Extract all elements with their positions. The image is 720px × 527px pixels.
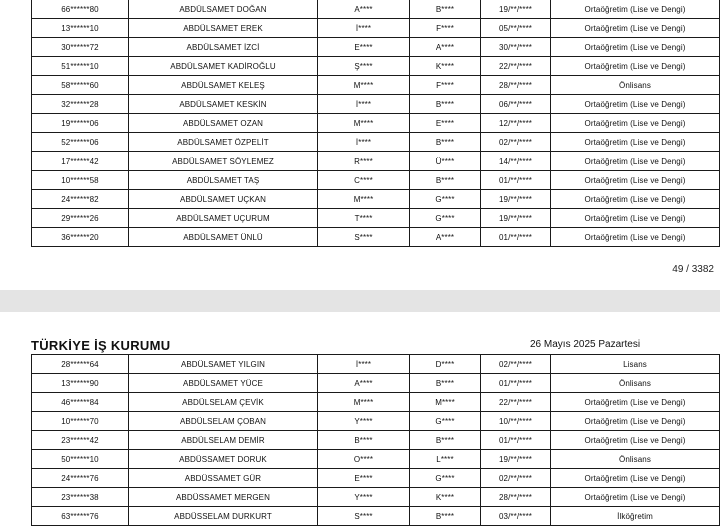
mother-initial-cell: A****	[410, 228, 481, 247]
full-name-cell: ABDÜLSAMET EREK	[129, 19, 318, 38]
table-row	[32, 114, 720, 133]
masked-id-cell: 13******90	[32, 374, 129, 393]
table-row	[32, 355, 720, 374]
birth-date-cell: 19/**/****	[481, 450, 551, 469]
table-row	[32, 450, 720, 469]
table-row	[32, 488, 720, 507]
mother-initial-cell: B****	[410, 171, 481, 190]
table-row	[32, 133, 720, 152]
table-row	[32, 374, 720, 393]
education-level-cell: Lisans	[551, 355, 720, 374]
education-level-cell: Ortaöğretim (Lise ve Dengi)	[551, 488, 720, 507]
table-row	[32, 19, 720, 38]
mother-initial-cell: F****	[410, 76, 481, 95]
education-level-cell: Ortaöğretim (Lise ve Dengi)	[551, 209, 720, 228]
full-name-cell: ABDÜLSAMET KADİROĞLU	[129, 57, 318, 76]
education-level-cell: Önlisans	[551, 450, 720, 469]
table-row	[32, 190, 720, 209]
mother-initial-cell: B****	[410, 374, 481, 393]
table-row	[32, 209, 720, 228]
table-row	[32, 228, 720, 247]
full-name-cell: ABDÜLSAMET DOĞAN	[129, 0, 318, 19]
full-name-cell: ABDÜLSAMET TAŞ	[129, 171, 318, 190]
masked-id-cell: 10******70	[32, 412, 129, 431]
full-name-cell: ABDÜLSAMET OZAN	[129, 114, 318, 133]
father-initial-cell: C****	[318, 171, 410, 190]
father-initial-cell: E****	[318, 38, 410, 57]
education-level-cell: Ortaöğretim (Lise ve Dengi)	[551, 152, 720, 171]
table-row	[32, 95, 720, 114]
full-name-cell: ABDÜSSELAM DURKURT	[129, 507, 318, 526]
masked-id-cell: 28******64	[32, 355, 129, 374]
birth-date-cell: 28/**/****	[481, 488, 551, 507]
masked-id-cell: 24******82	[32, 190, 129, 209]
mother-initial-cell: B****	[410, 133, 481, 152]
father-initial-cell: İ****	[318, 355, 410, 374]
education-level-cell: Önlisans	[551, 374, 720, 393]
page-separator	[0, 290, 720, 312]
table-row	[32, 0, 720, 19]
table-row	[32, 57, 720, 76]
full-name-cell: ABDÜLSAMET YÜCE	[129, 374, 318, 393]
table-row	[32, 412, 720, 431]
full-name-cell: ABDÜLSAMET SÖYLEMEZ	[129, 152, 318, 171]
education-level-cell: Ortaöğretim (Lise ve Dengi)	[551, 114, 720, 133]
mother-initial-cell: B****	[410, 507, 481, 526]
mother-initial-cell: L****	[410, 450, 481, 469]
birth-date-cell: 01/**/****	[481, 228, 551, 247]
table-row	[32, 76, 720, 95]
birth-date-cell: 02/**/****	[481, 469, 551, 488]
masked-id-cell: 46******84	[32, 393, 129, 412]
father-initial-cell: A****	[318, 0, 410, 19]
birth-date-cell: 03/**/****	[481, 507, 551, 526]
records-table	[31, 354, 720, 526]
organization-title: TÜRKİYE İŞ KURUMU	[31, 338, 171, 353]
full-name-cell: ABDÜLSELAM DEMİR	[129, 431, 318, 450]
education-level-cell: Ortaöğretim (Lise ve Dengi)	[551, 38, 720, 57]
birth-date-cell: 19/**/****	[481, 190, 551, 209]
birth-date-cell: 01/**/****	[481, 171, 551, 190]
father-initial-cell: İ****	[318, 95, 410, 114]
father-initial-cell: M****	[318, 190, 410, 209]
masked-id-cell: 52******06	[32, 133, 129, 152]
table-row	[32, 507, 720, 526]
father-initial-cell: Y****	[318, 488, 410, 507]
full-name-cell: ABDÜLSELAM ÇEVİK	[129, 393, 318, 412]
masked-id-cell: 30******72	[32, 38, 129, 57]
mother-initial-cell: G****	[410, 190, 481, 209]
father-initial-cell: S****	[318, 507, 410, 526]
masked-id-cell: 51******10	[32, 57, 129, 76]
full-name-cell: ABDÜSSAMET MERGEN	[129, 488, 318, 507]
father-initial-cell: M****	[318, 393, 410, 412]
full-name-cell: ABDÜLSAMET KELEŞ	[129, 76, 318, 95]
education-level-cell: Ortaöğretim (Lise ve Dengi)	[551, 0, 720, 19]
father-initial-cell: T****	[318, 209, 410, 228]
masked-id-cell: 66******80	[32, 0, 129, 19]
full-name-cell: ABDÜLSELAM ÇOBAN	[129, 412, 318, 431]
education-level-cell: Ortaöğretim (Lise ve Dengi)	[551, 469, 720, 488]
birth-date-cell: 19/**/****	[481, 0, 551, 19]
education-level-cell: Ortaöğretim (Lise ve Dengi)	[551, 133, 720, 152]
mother-initial-cell: F****	[410, 19, 481, 38]
masked-id-cell: 58******60	[32, 76, 129, 95]
birth-date-cell: 22/**/****	[481, 57, 551, 76]
masked-id-cell: 36******20	[32, 228, 129, 247]
report-date: 26 Mayıs 2025 Pazartesi	[530, 339, 641, 350]
birth-date-cell: 28/**/****	[481, 76, 551, 95]
education-level-cell: Ortaöğretim (Lise ve Dengi)	[551, 190, 720, 209]
masked-id-cell: 63******76	[32, 507, 129, 526]
mother-initial-cell: K****	[410, 488, 481, 507]
father-initial-cell: M****	[318, 114, 410, 133]
birth-date-cell: 12/**/****	[481, 114, 551, 133]
birth-date-cell: 14/**/****	[481, 152, 551, 171]
masked-id-cell: 23******42	[32, 431, 129, 450]
father-initial-cell: Ş****	[318, 57, 410, 76]
birth-date-cell: 10/**/****	[481, 412, 551, 431]
father-initial-cell: İ****	[318, 133, 410, 152]
full-name-cell: ABDÜSSAMET DORUK	[129, 450, 318, 469]
father-initial-cell: M****	[318, 76, 410, 95]
table-row	[32, 431, 720, 450]
father-initial-cell: A****	[318, 374, 410, 393]
birth-date-cell: 01/**/****	[481, 374, 551, 393]
birth-date-cell: 01/**/****	[481, 431, 551, 450]
father-initial-cell: O****	[318, 450, 410, 469]
mother-initial-cell: G****	[410, 469, 481, 488]
father-initial-cell: S****	[318, 228, 410, 247]
masked-id-cell: 32******28	[32, 95, 129, 114]
table-row	[32, 469, 720, 488]
page-number: 49 / 3382	[672, 264, 714, 275]
masked-id-cell: 23******38	[32, 488, 129, 507]
full-name-cell: ABDÜLSAMET KESKİN	[129, 95, 318, 114]
education-level-cell: Ortaöğretim (Lise ve Dengi)	[551, 19, 720, 38]
mother-initial-cell: A****	[410, 38, 481, 57]
father-initial-cell: İ****	[318, 19, 410, 38]
full-name-cell: ABDÜSSAMET GÜR	[129, 469, 318, 488]
mother-initial-cell: D****	[410, 355, 481, 374]
father-initial-cell: B****	[318, 431, 410, 450]
mother-initial-cell: B****	[410, 0, 481, 19]
mother-initial-cell: B****	[410, 95, 481, 114]
mother-initial-cell: M****	[410, 393, 481, 412]
masked-id-cell: 24******76	[32, 469, 129, 488]
father-initial-cell: E****	[318, 469, 410, 488]
birth-date-cell: 02/**/****	[481, 355, 551, 374]
education-level-cell: Ortaöğretim (Lise ve Dengi)	[551, 431, 720, 450]
education-level-cell: Ortaöğretim (Lise ve Dengi)	[551, 57, 720, 76]
education-level-cell: Ortaöğretim (Lise ve Dengi)	[551, 412, 720, 431]
full-name-cell: ABDÜLSAMET UÇURUM	[129, 209, 318, 228]
birth-date-cell: 06/**/****	[481, 95, 551, 114]
education-level-cell: Ortaöğretim (Lise ve Dengi)	[551, 393, 720, 412]
masked-id-cell: 50******10	[32, 450, 129, 469]
full-name-cell: ABDÜLSAMET ÜNLÜ	[129, 228, 318, 247]
mother-initial-cell: B****	[410, 431, 481, 450]
birth-date-cell: 30/**/****	[481, 38, 551, 57]
masked-id-cell: 13******10	[32, 19, 129, 38]
full-name-cell: ABDÜLSAMET ÖZPELİT	[129, 133, 318, 152]
education-level-cell: Ortaöğretim (Lise ve Dengi)	[551, 95, 720, 114]
masked-id-cell: 19******06	[32, 114, 129, 133]
father-initial-cell: Y****	[318, 412, 410, 431]
education-level-cell: İlköğretim	[551, 507, 720, 526]
birth-date-cell: 02/**/****	[481, 133, 551, 152]
father-initial-cell: R****	[318, 152, 410, 171]
mother-initial-cell: G****	[410, 209, 481, 228]
education-level-cell: Ortaöğretim (Lise ve Dengi)	[551, 171, 720, 190]
table-row	[32, 38, 720, 57]
mother-initial-cell: E****	[410, 114, 481, 133]
full-name-cell: ABDÜLSAMET İZCİ	[129, 38, 318, 57]
masked-id-cell: 17******42	[32, 152, 129, 171]
mother-initial-cell: Ü****	[410, 152, 481, 171]
birth-date-cell: 22/**/****	[481, 393, 551, 412]
education-level-cell: Önlisans	[551, 76, 720, 95]
masked-id-cell: 29******26	[32, 209, 129, 228]
records-table	[31, 0, 720, 247]
birth-date-cell: 05/**/****	[481, 19, 551, 38]
full-name-cell: ABDÜLSAMET UÇKAN	[129, 190, 318, 209]
education-level-cell: Ortaöğretim (Lise ve Dengi)	[551, 228, 720, 247]
masked-id-cell: 10******58	[32, 171, 129, 190]
table-row	[32, 393, 720, 412]
mother-initial-cell: K****	[410, 57, 481, 76]
table-row	[32, 171, 720, 190]
birth-date-cell: 19/**/****	[481, 209, 551, 228]
table-row	[32, 152, 720, 171]
document-page-50	[0, 312, 720, 527]
full-name-cell: ABDÜLSAMET YILGIN	[129, 355, 318, 374]
mother-initial-cell: G****	[410, 412, 481, 431]
